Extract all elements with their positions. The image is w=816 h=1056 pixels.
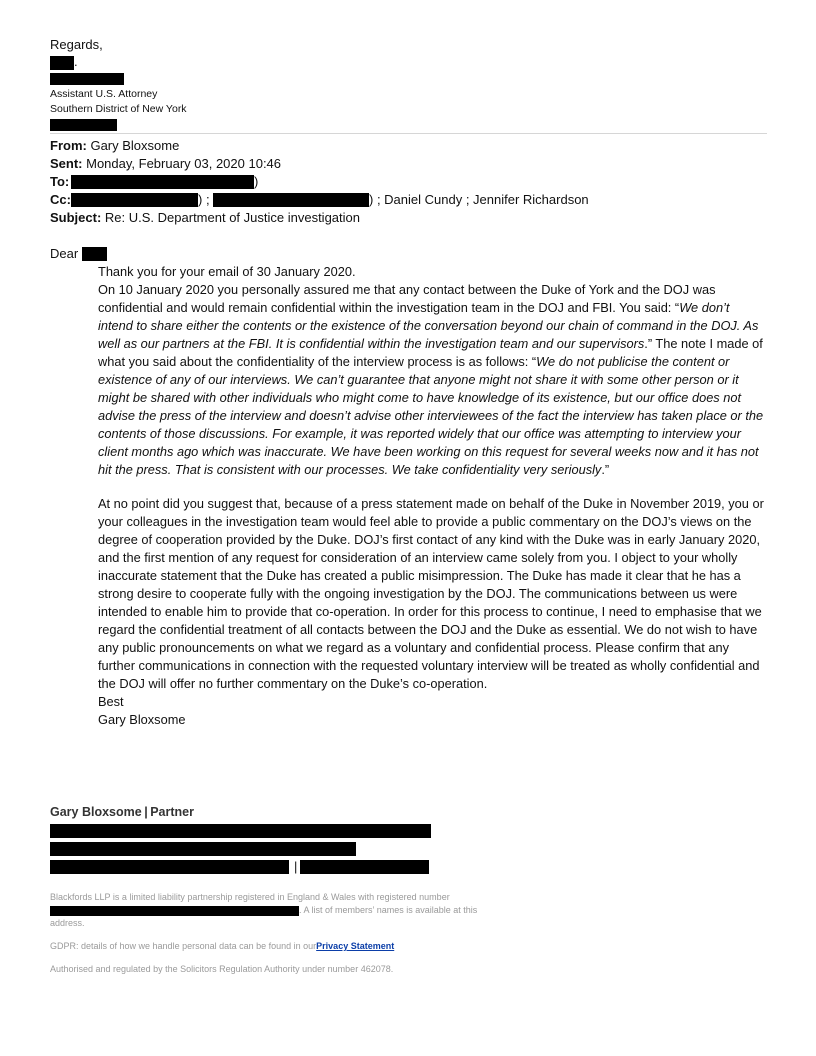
redacted-block — [50, 860, 289, 874]
sent-label: Sent: — [50, 156, 83, 171]
cc-separator: ) ; — [198, 192, 210, 207]
letter-body — [98, 263, 767, 729]
privacy-statement-link[interactable]: Privacy Statement — [316, 941, 395, 951]
subject-label: Subject: — [50, 210, 102, 225]
signature-pipe: | — [294, 859, 298, 874]
to-label: To: — [50, 174, 70, 189]
sent-row — [50, 155, 281, 173]
closing: Best — [98, 694, 124, 709]
footer-line-1: Blackfords LLP is a limited liability partnership registered in England & Wales with registered number — [50, 892, 450, 902]
to-suffix: ) — [254, 174, 259, 189]
salutation: Dear — [50, 246, 79, 261]
title-line: Assistant U.S. Attorney — [50, 88, 158, 100]
to-row — [50, 173, 69, 191]
paragraph-2 — [98, 281, 767, 479]
redacted-block — [50, 73, 124, 85]
sent-value: Monday, February 03, 2020 10:46 — [86, 156, 282, 171]
p2-quote-1: We don’t intend to share either the contents or the existence of the conversation beyond our chain of command in the DOJ. As well as our partners at the FBI. It is confidential within the investigation team and our supervisors — [98, 300, 759, 351]
gdpr-line — [50, 940, 394, 953]
sra-line: Authorised and regulated by the Solicitors Regulation Authority under number 462078. — [50, 964, 394, 974]
closing-name: Gary Bloxsome — [98, 712, 186, 727]
period-text: . — [74, 54, 78, 69]
from-value: Gary Bloxsome — [90, 138, 180, 153]
redacted-block — [50, 56, 74, 70]
office-line: Southern District of New York — [50, 103, 187, 115]
cc-label: Cc: — [50, 192, 71, 207]
subject-value: Re: U.S. Department of Justice investigation — [104, 210, 360, 225]
redacted-block — [300, 860, 429, 874]
paragraph-1: Thank you for your email of 30 January 2020. — [98, 264, 356, 279]
redacted-block — [50, 906, 299, 916]
paragraph-3: At no point did you suggest that, because of a press statement made on behalf of the Duke in November 2019, you or your colleagues in the investigation team would feel able to provide a public commentary on the DOJ’s views on the degree of cooperation provided by the Duke. DOJ’s first contact of any kind with the Duke was in early January 2020, and the first mention of any request for consideration of an interview came solely from you. I object to your wholly inaccurate statement that the Duke has created a public misimpression. The Duke has made it clear that he has a strong desire to cooperate fully with the ongoing investigation by the DOJ. The communications between us were intended to enable him to provide that co-operation. In order for this process to continue, I need to emphasise that we regard the confidential treatment of all contacts between the DOJ and the Duke as essential. We do not wish to have any public pronouncements on what we regard as a voluntary and confidential process. Please confirm that any further communications in connection with the requested voluntary interview will be treated as wholly confidential and the DOJ will offer no further commentary on the Duke’s co-operation. — [98, 496, 764, 691]
redacted-block — [82, 247, 107, 261]
footer-line-2: . A list of members’ names is available at this — [299, 905, 478, 915]
redacted-block — [71, 193, 198, 207]
redacted-block — [50, 824, 431, 838]
subject-row — [50, 209, 360, 227]
p2-text-a: On 10 January 2020 you personally assured me that any contact between the Duke of York and the DOJ was confidential and would remain confidential within the investigation team in the DOJ and FBI. You said: “ — [98, 282, 716, 315]
cc-tail: ) ; Daniel Cundy ; Jennifer Richardson — [369, 192, 589, 207]
p2-text-c: .” — [601, 462, 610, 477]
redacted-block — [50, 119, 117, 131]
from-row — [50, 137, 179, 155]
gdpr-text: GDPR: details of how we handle personal data can be found in our — [50, 941, 317, 951]
redacted-block — [71, 175, 254, 189]
signature-name-title: Gary Bloxsome | Partner — [50, 805, 194, 819]
regards-text: Regards, — [50, 37, 103, 52]
cc-row — [50, 191, 71, 209]
p2-text-b: .” The note I made of what you said about the confidentiality of the interview process is as follows: “ — [98, 336, 763, 369]
p2-quote-2: We do not publicise the content or existence of any of our interviews. We can’t guarantee that anyone might not share it with some other person or it might be shared with other individuals who might come to have knowledge of its existence, but our office does not advise the press of the interview and doesn’t advise other interviewees of the fact the interview has taken place or the contents of those discussions. For example, it was reported widely that our office was attempting to interview your client months ago which was inaccurate. We have been working on this request for several weeks now and it has not hit the press. That is consistent with our processes. We take confidentiality very seriously — [98, 354, 764, 477]
divider — [50, 133, 767, 134]
footer-line-3: address. — [50, 918, 85, 928]
from-label: From: — [50, 138, 87, 153]
redacted-block — [213, 193, 369, 207]
redacted-block — [50, 842, 356, 856]
